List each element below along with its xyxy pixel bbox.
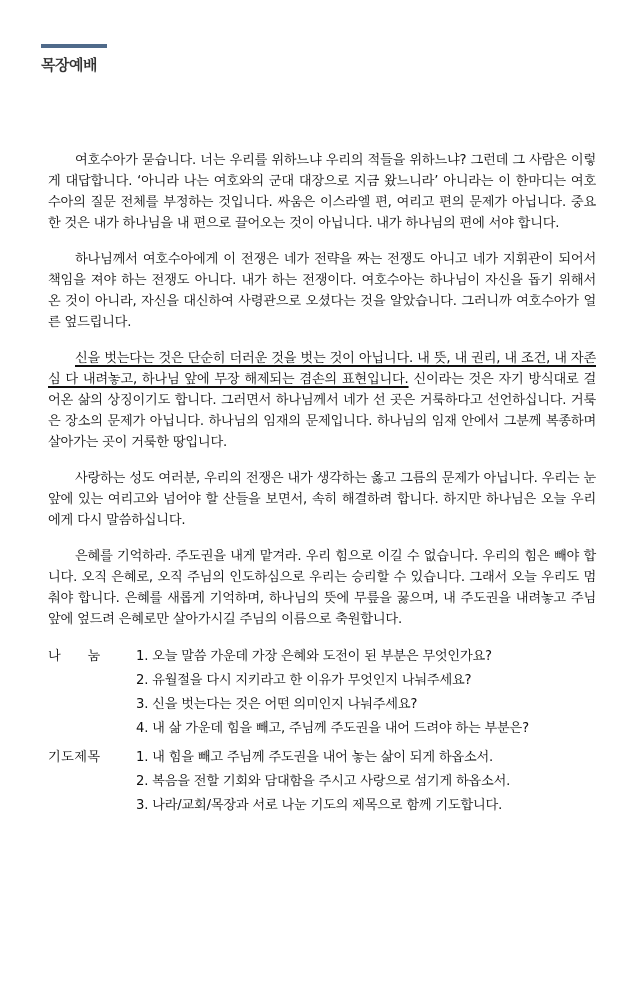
page-title: 목장예배 (41, 56, 97, 74)
sharing-questions (136, 645, 596, 741)
prayer-label: 기 도 제 목 (48, 750, 100, 765)
list-item: 1. 내 힘을 빼고 주님께 주도권을 내어 놓는 삶이 되게 하옵소서. (136, 750, 494, 765)
sharing-label: 나 눔 (48, 649, 100, 664)
paragraph-4: 사랑하는 성도 여러분, 우리의 전쟁은 내가 생각하는 옳고 그름의 문제가 아닙니다. 우리는 눈앞에 있는 여리고와 넘어야 할 산들을 보면서, 속히 해결하려 합니다. 하지만 하나님은 오늘 우리에게 다시 말씀하십니다. (48, 471, 596, 528)
paragraph-5: 은혜를 기억하라. 주도권을 내게 맡겨라. 우리 힘으로 이길 수 없습니다. 우리의 힘은 빼야 합니다. 오직 은혜로, 오직 주님의 인도하심으로 우리는 승리할 수 있습니다. 그래서 오늘 우리도 멈춰야 합니다. 은혜를 새롭게 기억하며, 하나님의 뜻에 무릎을 꿇으며, 내 주도권을 내려놓고 주님 앞에 엎드려 은혜로만 살아가시길 주님의 이름으로 축원합니다. (48, 549, 596, 627)
list-item: 3. 신을 벗는다는 것은 어떤 의미인지 나눠주세요? (136, 697, 418, 712)
list-item: 2. 유월절을 다시 지키라고 한 이유가 무엇인지 나눠주세요? (136, 673, 472, 688)
prayer-section (48, 746, 596, 818)
sermon-content (48, 150, 596, 818)
paragraph-3: 신을 벗는다는 것은 단순히 더러운 것을 벗는 것이 아닙니다. 내 뜻, 내 권리, 내 조건, 내 자존심 다 내려놓고, 하나님 앞에 무장 해제되는 겸손의 표현입니다. 신이라는 것은 자기 방식대로 걸어온 삶의 상징이기도 합니다. 그러면서 하나님께서 네가 선 곳은 거룩하다고 선언하십니다. 거룩은 장소의 문제가 아닙니다. 하나님의 임재의 문제입니다. 하나님의 임재 안에서 그분께 복종하며 살아가는 곳이 거룩한 땅입니다. (48, 351, 597, 450)
list-item: 3. 나라/교회/목장과 서로 나눈 기도의 제목으로 함께 기도합니다. (136, 798, 503, 813)
list-item: 1. 오늘 말씀 가운데 가장 은혜와 도전이 된 부분은 무엇인가요? (136, 649, 492, 664)
list-item: 4. 내 삶 가운데 힘을 빼고, 주님께 주도권을 내어 드려야 하는 부분은? (136, 721, 529, 736)
underlined-sentence: 신을 벗는다는 것은 단순히 더러운 것을 벗는 것이 아닙니다. 내 뜻, 내 권리, 내 조건, 내 자존심 다 내려놓고, 하나님 앞에 무장 해제되는 겸손의 표현입니다. (48, 351, 596, 387)
sharing-section (48, 645, 596, 741)
paragraph-2: 하나님께서 여호수아에게 이 전쟁은 네가 전략을 짜는 전쟁도 아니고 네가 지휘관이 되어서 책임을 져야 하는 전쟁도 아니다. 내가 하는 전쟁이다. 여호수아는 하나님이 자신을 돕기 위해서 온 것이 아니라, 자신을 대신하여 사령관으로 오셨다는 것을 알았습니다. 그러니까 여호수아가 얼른 엎드립니다. (48, 252, 596, 330)
list-item: 2. 복음을 전할 기회와 담대함을 주시고 사랑으로 섬기게 하옵소서. (136, 774, 511, 789)
prayer-topics (136, 746, 596, 818)
paragraph-1: 여호수아가 묻습니다. 너는 우리를 위하느냐 우리의 적들을 위하느냐? 그런데 그 사람은 이렇게 대답합니다. ‘아니라 나는 여호와의 군대 대장으로 지금 왔느니라’ 아니라는 이 한마디는 여호수아의 질문 전체를 부정하는 것입니다. 싸움은 이스라엘 편, 여리고 편의 문제가 아닙니다. 중요한 것은 내가 하나님을 내 편으로 끌어오는 것이 아닙니다. 내가 하나님의 편에 서야 합니다. (48, 153, 596, 231)
header-accent-bar (41, 44, 107, 48)
